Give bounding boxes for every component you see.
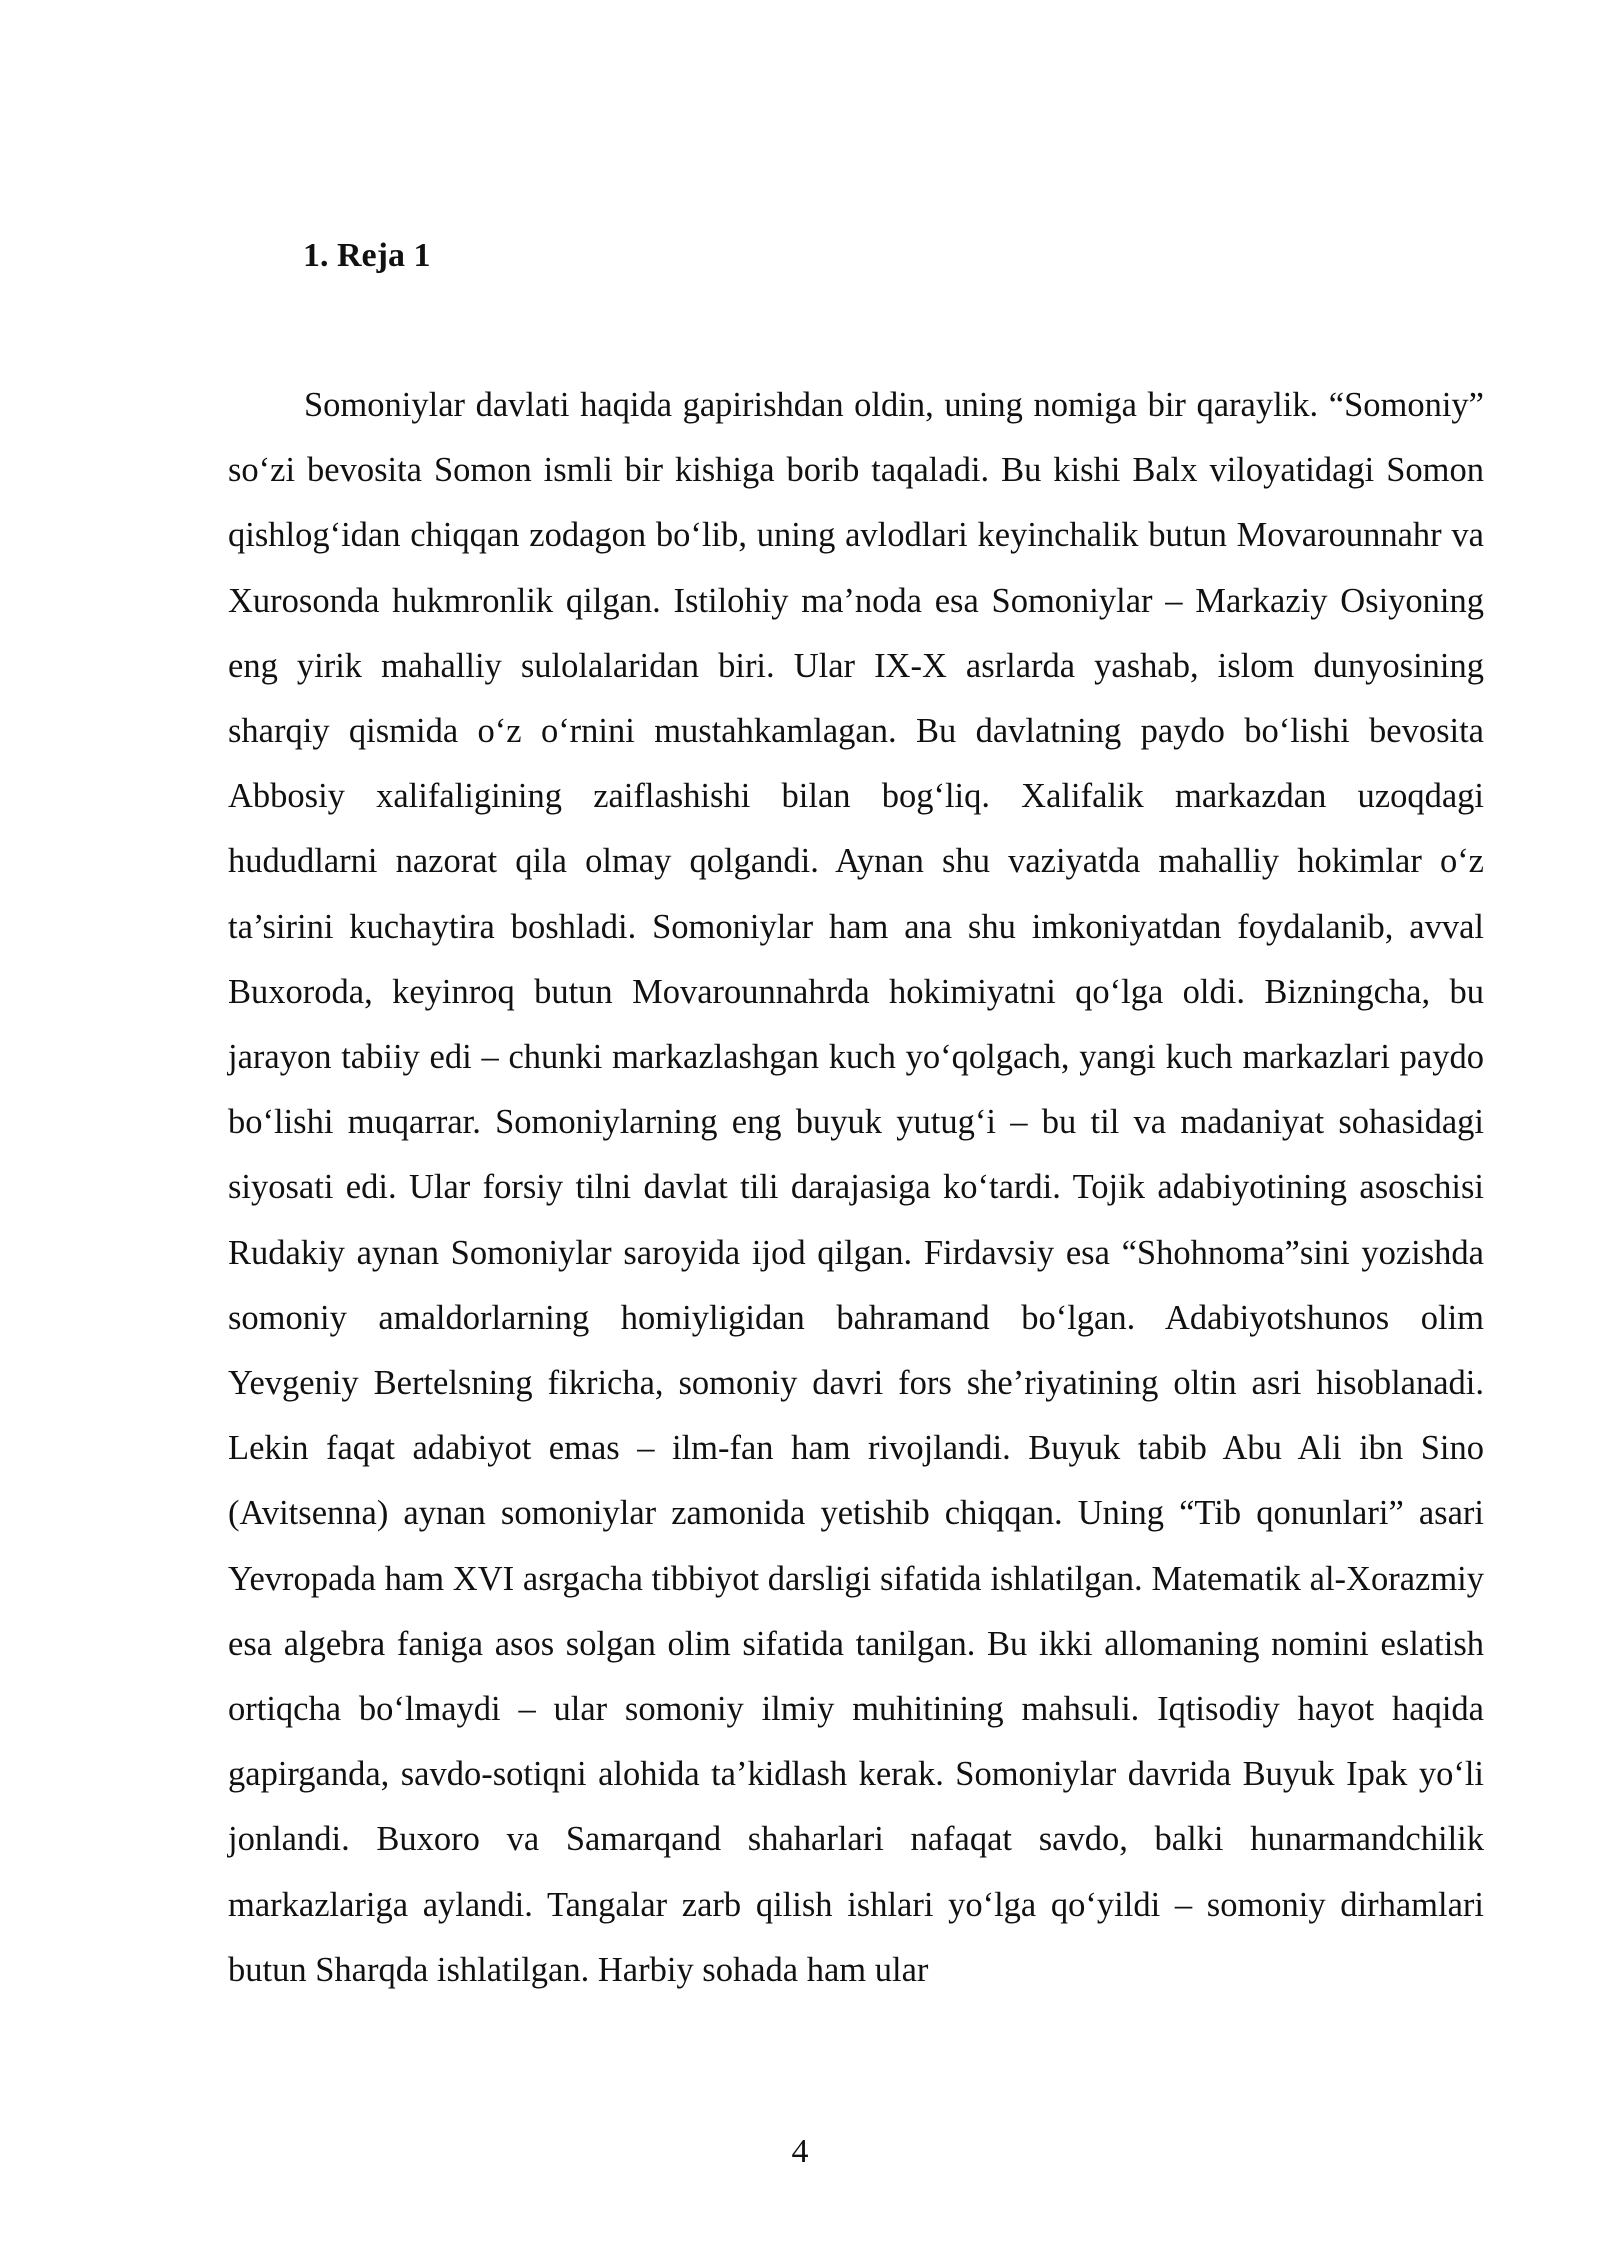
section-heading: 1. Reja 1 (303, 237, 431, 274)
page-number: 4 (791, 2133, 809, 2170)
body-paragraph: Somoniylar davlati haqida gapirishdan oldin, uning nomiga bir qaraylik. “Somoniy” so‘zi bevosita Somon ismli bir kishiga borib taqaladi. Bu kishi Balx viloyatidagi Somon qishlog‘idan chiqqan zodagon bo‘lib, uning avlodlari keyinchalik butun Movarounnahr va Xurosonda hukmronlik qilgan. Istilohiy ma’noda esa Somoniylar – Markaziy Osiyoning eng yirik mahalliy sulolalaridan biri. Ular IX-X asrlarda yashab, islom dunyosining sharqiy qismida o‘z o‘rnini mustahkamlagan. Bu davlatning paydo bo‘lishi bevosita Abbosiy xalifaligining zaiflashishi bilan bog‘liq. Xalifalik markazdan uzoqdagi hududlarni nazorat qila olmay qolgandi. Aynan shu vaziyatda mahalliy hokimlar o‘z ta’sirini kuchaytira boshladi. Somoniylar ham ana shu imkoniyatdan foydalanib, avval Buxoroda, keyinroq butun Movarounnahrda hokimiyatni qo‘lga oldi. Bizningcha, bu jarayon tabiiy edi – chunki markazlashgan kuch yo‘qolgach, yangi kuch markazlari paydo bo‘lishi muqarrar. Somoniylarning eng buyuk yutug‘i – bu til va madaniyat sohasidagi siyosati edi. Ular forsiy tilni davlat tili darajasiga ko‘tardi. Tojik adabiyotining asoschisi Rudakiy aynan Somoniylar saroyida ijod qilgan. Firdavsiy esa “Shohnoma”sini yozishda somoniy amaldorlarning homiyligidan bahramand bo‘lgan. Adabiyotshunos olim Yevgeniy Bertelsning fikricha, somoniy davri fors she’riyatining oltin asri hisoblanadi. Lekin faqat adabiyot emas – ilm-fan ham rivojlandi. Buyuk tabib Abu Ali ibn Sino (Avitsenna) aynan somoniylar zamonida yetishib chiqqan. Uning “Tib qonunlari” asari Yevropada ham XVI asrgacha tibbiyot darsligi sifatida ishlatilgan. Matematik al-Xorazmiy esa algebra faniga asos solgan olim sifatida tanilgan. Bu ikki allomaning nomini eslatish ortiqcha bo‘lmaydi – ular somoniy ilmiy muhitining mahsuli. Iqtisodiy hayot haqida gapirganda, savdo-sotiqni alohida ta’kidlash kerak. Somoniylar davrida Buyuk Ipak yo‘li jonlandi. Buxoro va Samarqand shaharlari nafaqat savdo, balki hunarmandchilik markazlariga aylandi. Tangalar zarb qilish ishlari yo‘lga qo‘yildi – somoniy dirhamlari butun Sharqda ishlatilgan. Harbiy sohada ham ular (228, 386, 1484, 1989)
